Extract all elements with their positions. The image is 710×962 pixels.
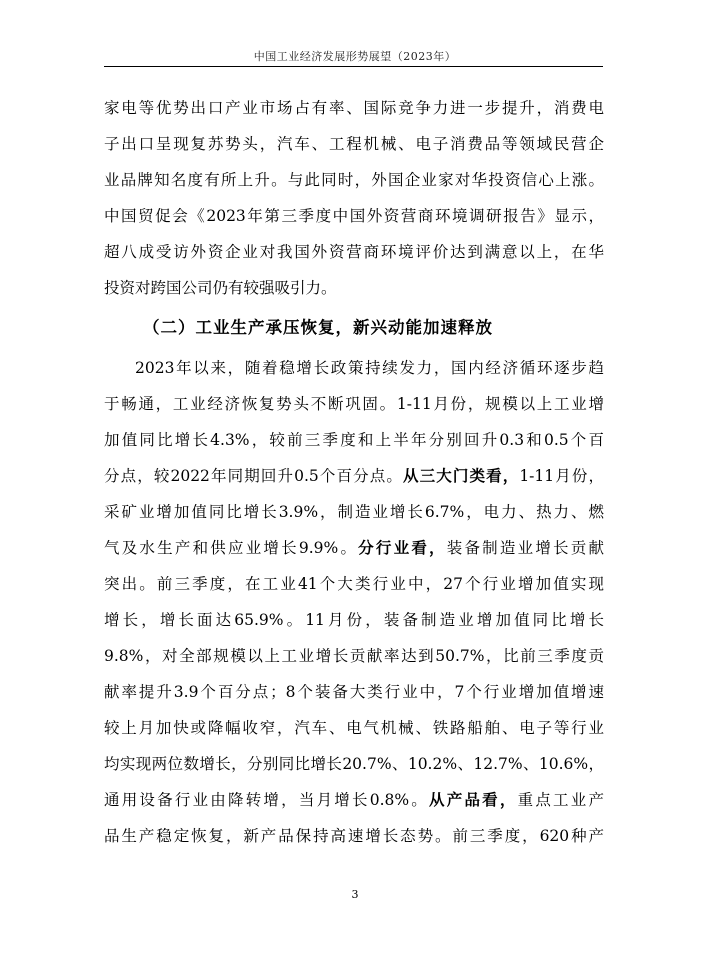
body-text: [104, 90, 604, 854]
paragraph-line: 采矿业增加值同比增长3.9%，制造业增长6.7%，电力、热力、燃: [104, 503, 604, 521]
text-run: 装备制造业增长贡献: [446, 539, 604, 557]
paragraph-line: 突出。前三季度，在工业41个大类行业中，27个行业增加值实现: [104, 575, 604, 593]
paragraph-line: 于畅通，工业经济恢复势头不断巩固。1-11月份，规模以上工业增: [104, 395, 604, 413]
paragraph-line: 加值同比增长4.3%，较前三季度和上半年分别回升0.3和0.5个百: [104, 431, 604, 449]
paragraph-line: 家电等优势出口产业市场占有率、国际竞争力进一步提升，消费电: [104, 99, 604, 117]
paragraph-line: 业品牌知名度有所上升。与此同时，外国企业家对华投资信心上涨。: [104, 171, 604, 189]
text-run: 通用设备行业由降转增，当月增长0.8%。: [104, 791, 430, 809]
header-rule: [104, 66, 603, 67]
paragraph-line: 献率提升3.9个百分点；8个装备大类行业中，7个行业增加值增速: [104, 683, 604, 701]
bold-lead-in: 从产品看，: [429, 790, 518, 809]
section-heading: （二）工业生产承压恢复，新兴动能加速释放: [143, 318, 493, 337]
paragraph-line: 均实现两位数增长，分别同比增长20.7%、10.2%、12.7%、10.6%，: [104, 755, 604, 773]
text-run: 气及水生产和供应业增长9.9%。: [104, 539, 359, 557]
page-number: 3: [351, 888, 359, 901]
paragraph-line: 增长，增长面达65.9%。11月份，装备制造业增加值同比增长: [104, 611, 604, 629]
paragraph-line: 子出口呈现复苏势头，汽车、工程机械、电子消费品等领域民营企: [104, 135, 604, 153]
paragraph-line: 较上月加快或降幅收窄，汽车、电气机械、铁路船舶、电子等行业: [104, 719, 604, 737]
paragraph-line: 品生产稳定恢复，新产品保持高速增长态势。前三季度，620种产: [104, 827, 604, 845]
paragraph-line: 中国贸促会《2023年第三季度中国外资营商环境调研报告》显示，: [104, 207, 604, 225]
paragraph-line: 9.8%，对全部规模以上工业增长贡献率达到50.7%，比前三季度贡: [104, 647, 604, 665]
bold-lead-in: 从三大门类看，: [402, 466, 520, 485]
bold-lead-in: 分行业看，: [358, 538, 447, 557]
paragraph-line: 2023年以来，随着稳增长政策持续发力，国内经济循环逐步趋: [135, 359, 604, 377]
text-run: 1-11月份，: [519, 467, 604, 485]
paragraph-line: 投资对跨国公司仍有较强吸引力。: [104, 279, 337, 297]
text-run: 分点，较2022年同期回升0.5个百分点。: [104, 467, 403, 485]
text-run: 重点工业产: [517, 791, 604, 809]
running-header: 中国工业经济发展形势展望（2023年）: [253, 50, 457, 63]
paragraph-line: [104, 782, 604, 818]
paragraph-line: [104, 530, 604, 566]
paragraph-line: [104, 458, 604, 494]
paragraph-line: 超八成受访外资企业对我国外资营商环境评价达到满意以上，在华: [104, 243, 604, 261]
